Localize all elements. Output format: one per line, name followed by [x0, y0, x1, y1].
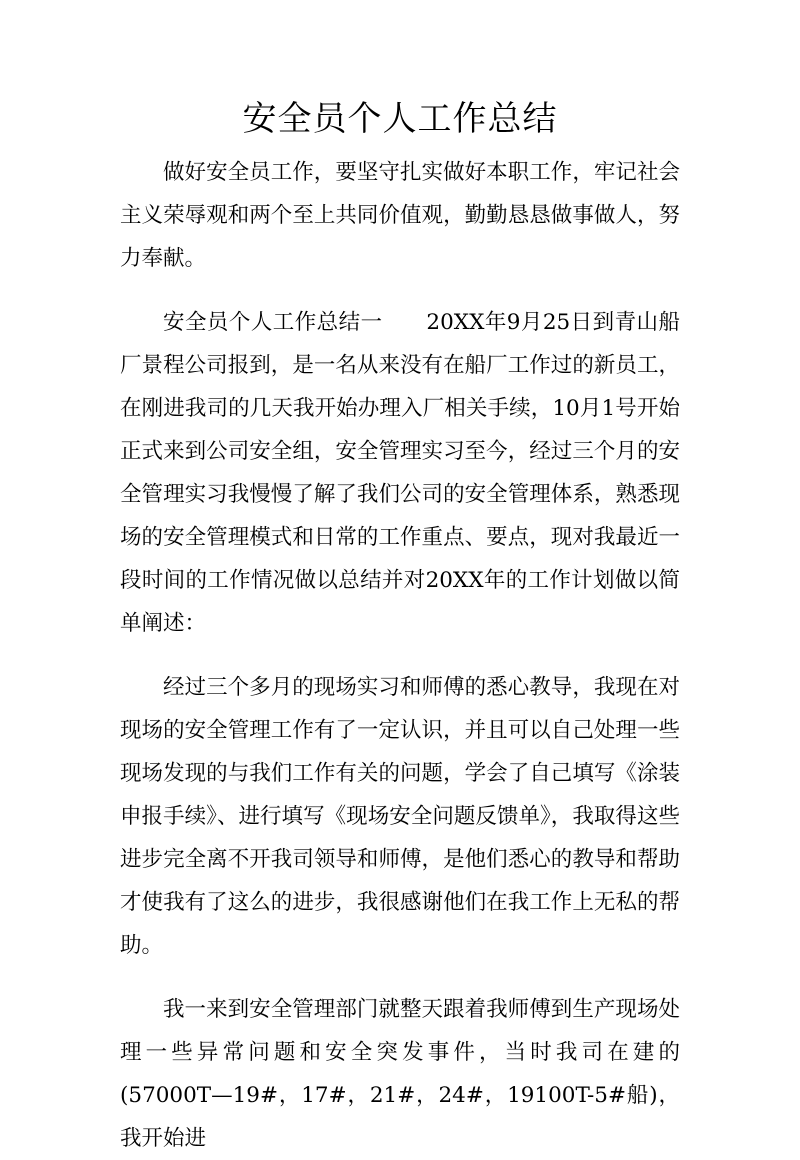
paragraph-summary-one: 安全员个人工作总结一 20XX年9月25日到青山船厂景程公司报到，是一名从来没有在船厂工作过的新员工，在刚进我司的几天我开始办理入厂相关手续，10月1号开始正式来到公司安全组，安全管理实习至今，经过三个月的安全管理实习我慢慢了解了我们公司的安全管理体系，熟悉现场的安全管理模式和日常的工作重点、要点，现对我最近一段时间的工作情况做以总结并对20XX年的工作计划做以简单阐述： [120, 310, 680, 636]
paragraph-internship: 经过三个多月的现场实习和师傅的悉心教导，我现在对现场的安全管理工作有了一定认识，并且可以自己处理一些现场发现的与我们工作有关的问题，学会了自己填写《涂装申报手续》、进行填写《现场安全问题反馈单》，我取得这些进步完全离不开我司领导和师傅，是他们悉心的教导和帮助才使我有了这么的进步，我很感谢他们在我工作上无私的帮助。 [120, 675, 680, 958]
paragraph-field-work: 我一来到安全管理部门就整天跟着我师傅到生产现场处理一些异常问题和安全突发事件，当时我司在建的(57000T—19#，17#，21#，24#，19100T-5#船)，我开始进 [120, 997, 680, 1151]
document-body [120, 151, 680, 1160]
paragraph-intro: 做好安全员工作，要坚守扎实做好本职工作，牢记社会主义荣辱观和两个至上共同价值观，勤勤恳恳做事做人，努力奉献。 [120, 160, 680, 271]
document-title: 安全员个人工作总结 [242, 99, 558, 139]
